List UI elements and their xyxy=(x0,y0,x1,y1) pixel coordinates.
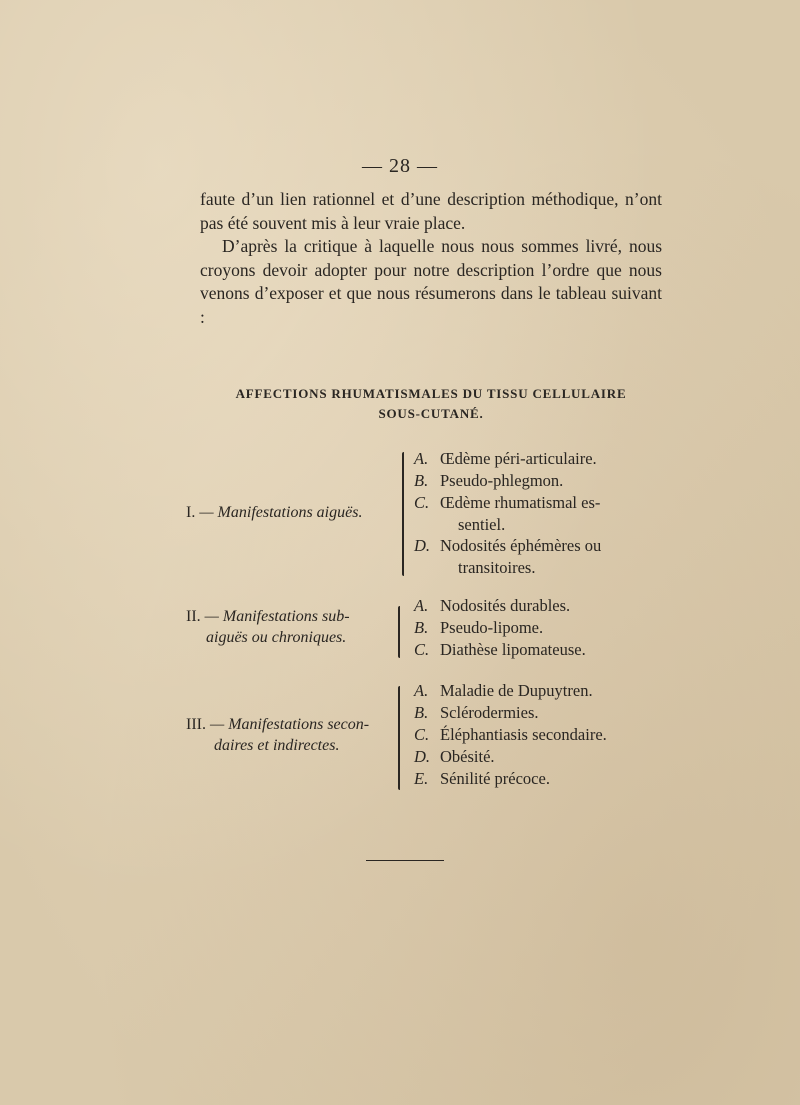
item-letter: C. xyxy=(414,725,430,744)
group-3-brace xyxy=(398,686,400,790)
item-letter: A. xyxy=(414,449,429,468)
group-3-item-a xyxy=(414,680,593,702)
item-text-continued: transitoires. xyxy=(458,558,536,577)
group-1-label-line1: — Manifestations aiguës. xyxy=(199,504,363,521)
group-2-item-a xyxy=(414,595,570,617)
group-3-label xyxy=(186,714,369,756)
group-2-label xyxy=(186,606,350,648)
paragraph-continuation: faute d’un lien rationnel et d’une description méthodique, n’ont pas été souvent mis à leur vraie place. xyxy=(200,189,662,233)
item-text-continued: sentiel. xyxy=(458,515,506,534)
group-2-label-line2: aiguës ou chroniques. xyxy=(206,629,347,646)
group-3-numeral: III. xyxy=(186,716,206,733)
item-letter: D. xyxy=(414,536,431,555)
table-title-line2: SOUS-CUTANÉ. xyxy=(378,406,484,421)
group-2-label-line1: — Manifestations sub- xyxy=(204,608,350,625)
item-text: Nodosités durables. xyxy=(440,596,571,615)
group-3-item-d xyxy=(414,746,495,768)
item-letter: B. xyxy=(414,618,429,637)
group-3-item-e xyxy=(414,768,550,790)
item-letter: B. xyxy=(414,471,429,490)
page-number: — 28 — xyxy=(362,155,438,177)
item-letter: A. xyxy=(414,681,429,700)
item-text: Œdème péri-articulaire. xyxy=(440,449,597,468)
item-text: Sclérodermies. xyxy=(440,703,539,722)
item-letter: C. xyxy=(414,640,430,659)
group-1-item-d xyxy=(414,535,601,579)
item-letter: A. xyxy=(414,596,429,615)
group-3-label-line2: daires et indirectes. xyxy=(214,737,340,754)
item-letter: C. xyxy=(414,493,430,512)
item-text: Sénilité précoce. xyxy=(440,769,550,788)
group-1-item-c xyxy=(414,492,600,536)
item-text: Œdème rhumatismal es- xyxy=(440,493,601,512)
paragraph-intro: D’après la critique à laquelle nous nous sommes livré, nous croyons devoir adopter pour notre description l’ordre que nous venons d’exposer et que nous résumerons dans le tableau suivant : xyxy=(200,236,662,327)
group-3-item-b xyxy=(414,702,539,724)
item-text: Obésité. xyxy=(440,747,495,766)
group-1-item-a xyxy=(414,448,597,470)
group-1-brace xyxy=(402,452,404,576)
item-letter: E. xyxy=(414,769,429,788)
group-1-numeral: I. xyxy=(186,504,196,521)
item-letter: B. xyxy=(414,703,429,722)
group-1-item-b xyxy=(414,470,563,492)
group-3-label-line1: — Manifestations secon- xyxy=(209,716,370,733)
group-2-item-c xyxy=(414,639,586,661)
item-text: Nodosités éphémères ou xyxy=(440,536,602,555)
group-2-item-b xyxy=(414,617,543,639)
section-divider-rule xyxy=(366,860,444,861)
group-1-label xyxy=(186,502,362,523)
item-text: Diathèse lipomateuse. xyxy=(440,640,586,659)
group-3-item-c xyxy=(414,724,607,746)
item-text: Pseudo-phlegmon. xyxy=(440,471,564,490)
item-text: Maladie de Dupuytren. xyxy=(440,681,593,700)
item-letter: D. xyxy=(414,747,431,766)
item-text: Éléphantiasis secondaire. xyxy=(440,725,607,744)
table-title-line1: AFFECTIONS RHUMATISMALES DU TISSU CELLULAIRE xyxy=(235,386,627,401)
group-2-numeral: II. xyxy=(186,608,201,625)
group-2-brace xyxy=(398,606,400,658)
item-text: Pseudo-lipome. xyxy=(440,618,544,637)
